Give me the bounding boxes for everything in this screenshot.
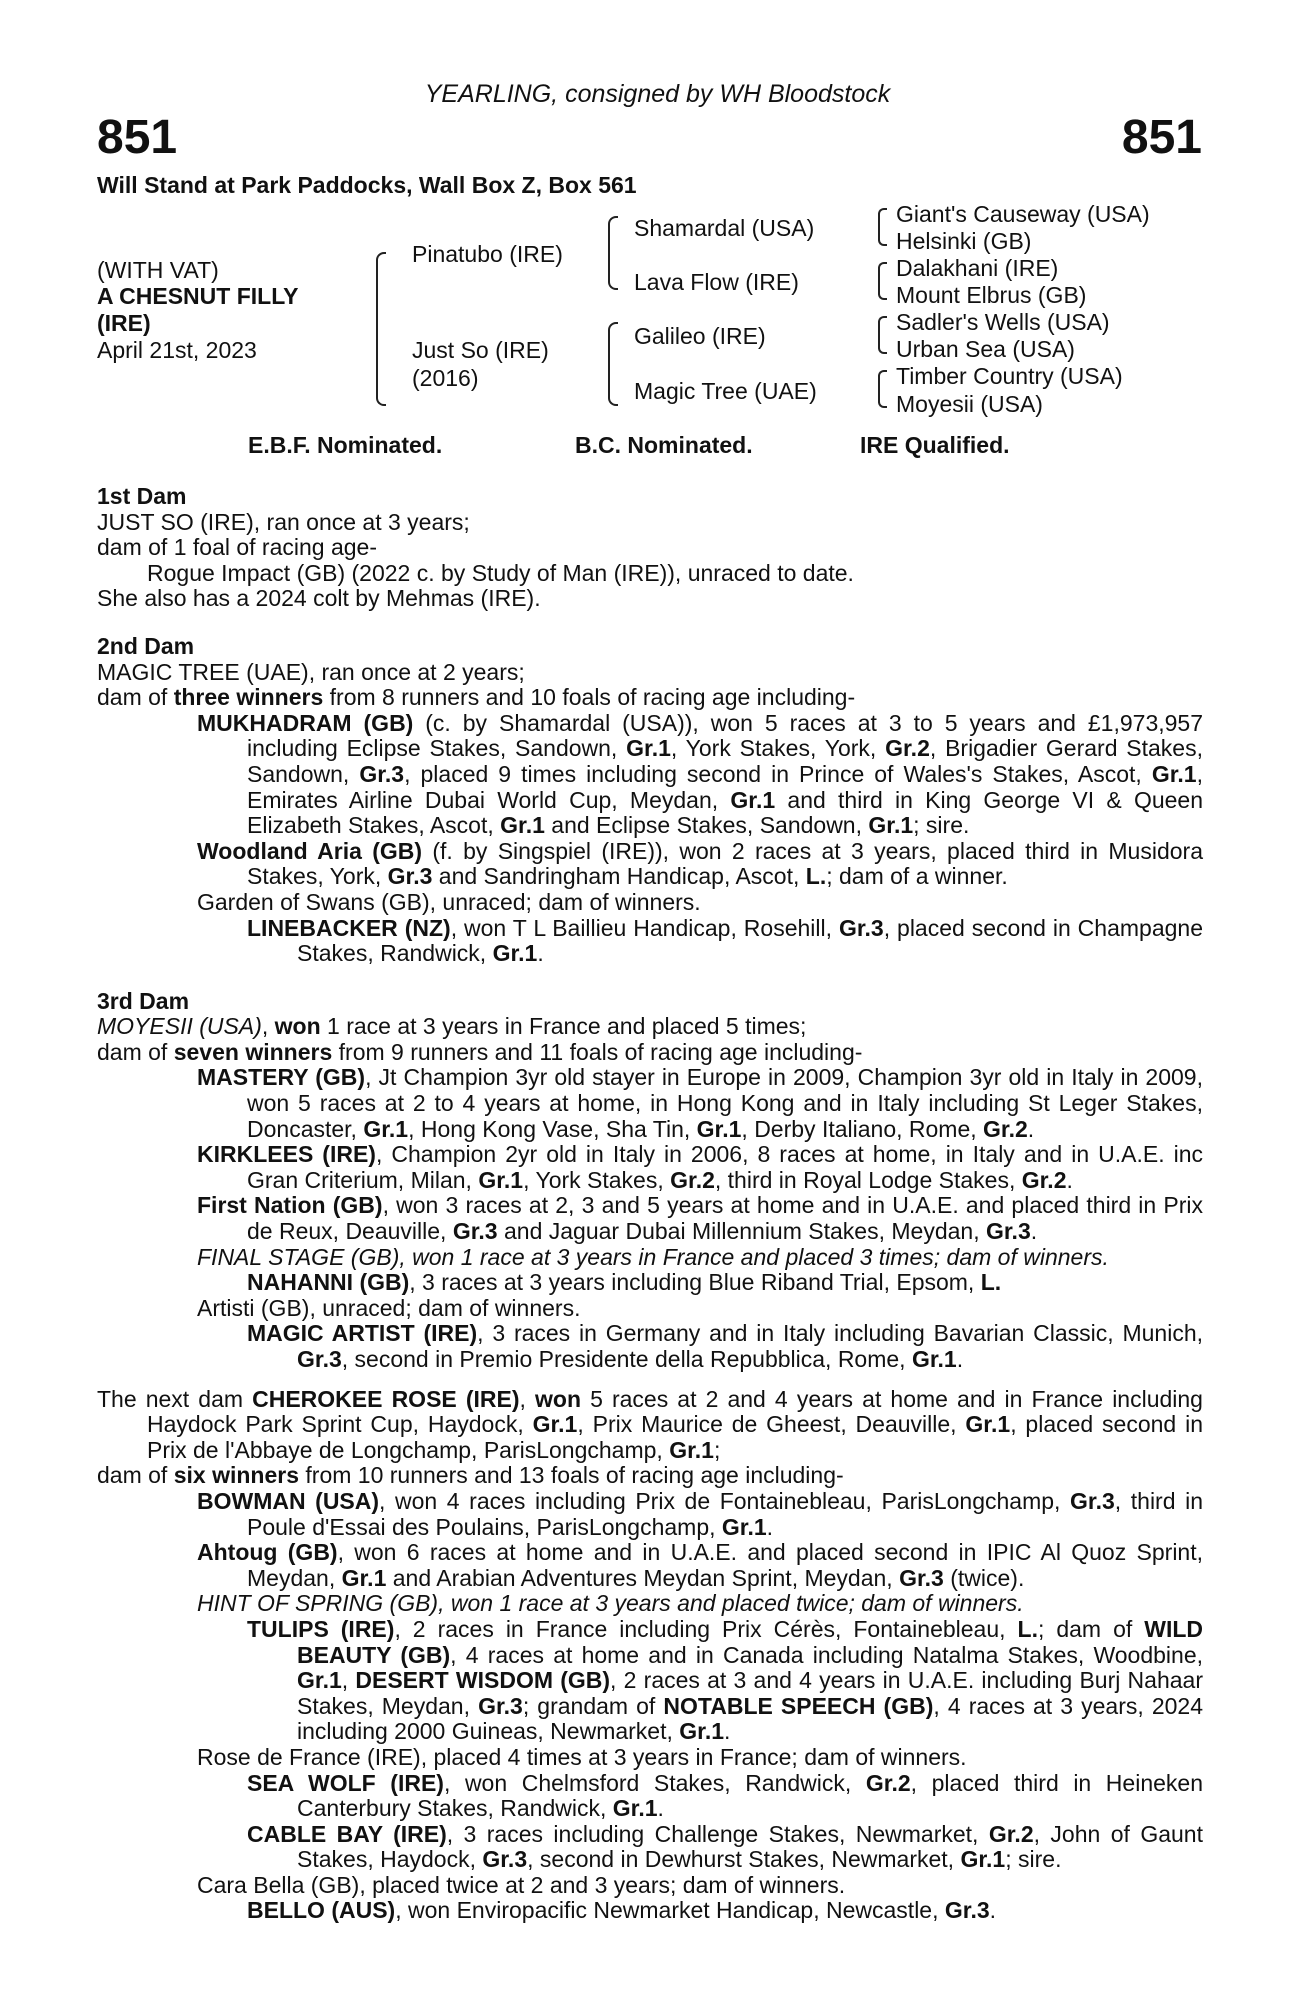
produce-bowman: BOWMAN (USA), won 4 races including Prix de Fontainebleau, ParisLongchamp, Gr.3, third in Poule d'Essai des Poulains, ParisLongchamp, Gr.1. xyxy=(197,1487,1203,1540)
ggd-2: Mount Elbrus (GB) xyxy=(896,282,1087,308)
stand-location: Will Stand at Park Paddocks, Wall Box Z, Box 561 xyxy=(97,172,637,198)
produce-kirklees: KIRKLEES (IRE), Champion 2yr old in Italy in 2006, 8 races at home, in Italy and in U.A.E. inc Gran Criterium, Milan, Gr.1, York Stakes, Gr.2, third in Royal Lodge Stakes, Gr.2. xyxy=(197,1141,1203,1193)
first-dam-heading: 1st Dam xyxy=(97,483,187,509)
ggd-4: Moyesii (USA) xyxy=(896,391,1043,417)
ggd-3: Urban Sea (USA) xyxy=(896,336,1075,362)
produce-final-stage: FINAL STAGE (GB), won 1 race at 3 years in France and placed 3 times; dam of winners. xyxy=(197,1243,1109,1270)
dam-sire: Galileo (IRE) xyxy=(634,323,766,349)
second-dam-heading: 2nd Dam xyxy=(97,632,195,659)
second-dam-summary: dam of three winners from 8 runners and 10 foals of racing age including- xyxy=(97,684,856,711)
produce-mukhadram: MUKHADRAM (GB) (c. by Shamardal (USA)), won 5 races at 3 to 5 years and £1,973,957 including Eclipse Stakes, Sandown, Gr.1, York Stakes, York, Gr.2, Brigadier Gerard Stakes, Sandown, Gr.3, placed 9 times including second in Prince of Wales's Stakes, Ascot, Gr.1, Emirates Airline Dubai World Cup, Meydan, Gr.1 and third in King George VI & Queen Elizabeth Stakes, Ascot, Gr.1 and Eclipse Stakes, Sandown, Gr.1; sire. xyxy=(197,709,1204,839)
first-dam-note: She also has a 2024 colt by Mehmas (IRE). xyxy=(97,585,541,612)
pedigree-brace-gen2b xyxy=(608,322,618,406)
vat-label: (WITH VAT) xyxy=(97,257,219,283)
sire-sire: Shamardal (USA) xyxy=(634,215,815,241)
pedigree-brace-gen1 xyxy=(376,252,386,406)
lot-number-left: 851 xyxy=(97,111,178,164)
first-dam-produce: Rogue Impact (GB) (2022 c. by Study of Man (IRE)), unraced to date. xyxy=(147,559,854,586)
lot-number-right: 851 xyxy=(1121,111,1202,164)
pedigree-brace-gen3a xyxy=(878,208,887,246)
third-dam-summary: dam of seven winners from 9 runners and 11 foals of racing age including- xyxy=(97,1038,863,1065)
produce-first-nation: First Nation (GB), won 3 races at 2, 3 and 5 years at home and in U.A.E. and placed third in Prix de Reux, Deauville, Gr.3 and Jaguar Dubai Millennium Stakes, Meydan, Gr.3. xyxy=(197,1192,1203,1245)
second-dam-line: MAGIC TREE (UAE), ran once at 2 years; xyxy=(97,658,525,685)
next-dam-summary: dam of six winners from 10 runners and 13 foals of racing age including- xyxy=(97,1462,844,1489)
produce-nahanni: NAHANNI (GB), 3 races at 3 years including Blue Riband Trial, Epsom, L. xyxy=(247,1269,1002,1296)
produce-tulips: TULIPS (IRE), 2 races in France including Prix Cérès, Fontainebleau, L.; dam of WILD BEAUTY (GB), 4 races at home and in Canada including Natalma Stakes, Woodbine, Gr.1, DESERT WISDOM (GB), 2 races at 3 and 4 years in U.A.E. including Burj Nahaar Stakes, Meydan, Gr.3; grandam of NOTABLE SPEECH (GB), 4 races at 3 years, 2024 including 2000 Guineas, Newmarket, Gr.1. xyxy=(247,1615,1204,1745)
ggs-3: Sadler's Wells (USA) xyxy=(896,309,1110,335)
pedigree-brace-gen3d xyxy=(878,370,887,408)
produce-cable-bay: CABLE BAY (IRE), 3 races including Challenge Stakes, Newmarket, Gr.2, John of Gaunt Stakes, Haydock, Gr.3, second in Dewhurst Stakes, Newmarket, Gr.1; sire. xyxy=(247,1820,1203,1873)
ire-qualified: IRE Qualified. xyxy=(860,432,1010,458)
produce-garden-of-swans: Garden of Swans (GB), unraced; dam of winners. xyxy=(197,888,701,915)
first-dam-foals: dam of 1 foal of racing age- xyxy=(97,534,377,561)
produce-linebacker: LINEBACKER (NZ), won T L Baillieu Handicap, Rosehill, Gr.3, placed second in Champagne Stakes, Randwick, Gr.1. xyxy=(247,914,1203,967)
third-dam-line: MOYESII (USA), won 1 race at 3 years in France and placed 5 times; xyxy=(97,1013,807,1040)
produce-woodland-aria: Woodland Aria (GB) (f. by Singspiel (IRE)), won 2 races at 3 years, placed third in Musidora Stakes, York, Gr.3 and Sandringham Handicap, Ascot, L.; dam of a winner. xyxy=(197,837,1203,890)
ebf-nominated: E.B.F. Nominated. xyxy=(248,432,443,458)
produce-artisti: Artisti (GB), unraced; dam of winners. xyxy=(197,1294,581,1321)
foaling-date: April 21st, 2023 xyxy=(97,337,257,363)
produce-hint-of-spring: HINT OF SPRING (GB), won 1 race at 3 years and placed twice; dam of winners. xyxy=(197,1590,1024,1617)
bc-nominated: B.C. Nominated. xyxy=(575,432,753,458)
ggs-4: Timber Country (USA) xyxy=(896,363,1123,389)
produce-rose-de-france: Rose de France (IRE), placed 4 times at 3 years in France; dam of winners. xyxy=(197,1743,967,1770)
catalogue-body xyxy=(97,484,1203,1924)
produce-mastery: MASTERY (GB), Jt Champion 3yr old stayer in Europe in 2009, Champion 3yr old in Italy in 2009, won 5 races at 2 to 4 years at home, in Hong Kong and in Italy including St Leger Stakes, Doncaster, Gr.1, Hong Kong Vase, Sha Tin, Gr.1, Derby Italiano, Rome, Gr.2. xyxy=(197,1064,1203,1142)
ggs-2: Dalakhani (IRE) xyxy=(896,255,1059,281)
ggs-1: Giant's Causeway (USA) xyxy=(896,201,1150,227)
pedigree-brace-gen3c xyxy=(878,316,887,354)
produce-ahtoug: Ahtoug (GB), won 6 races at home and in U.A.E. and placed second in IPIC Al Quoz Sprint, Meydan, Gr.1 and Arabian Adventures Meydan Sprint, Meydan, Gr.3 (twice). xyxy=(197,1539,1203,1591)
produce-cara-bella: Cara Bella (GB), placed twice at 2 and 3 years; dam of winners. xyxy=(197,1871,846,1898)
produce-sea-wolf: SEA WOLF (IRE), won Chelmsford Stakes, Randwick, Gr.2, placed third in Heineken Canterbury Stakes, Randwick, Gr.1. xyxy=(247,1769,1203,1822)
pedigree-brace-gen2a xyxy=(608,216,618,290)
horse-origin: (IRE) xyxy=(97,310,151,336)
third-dam-heading: 3rd Dam xyxy=(97,987,190,1014)
dam-name: Just So (IRE) xyxy=(412,337,549,363)
pedigree-brace-gen3b xyxy=(878,262,887,300)
produce-magic-artist: MAGIC ARTIST (IRE), 3 races in Germany and in Italy including Bavarian Classic, Munich, Gr.3, second in Premio Presidente della Repubblica, Rome, Gr.1. xyxy=(247,1320,1204,1372)
dam-year: (2016) xyxy=(412,365,479,391)
produce-bello: BELLO (AUS), won Enviropacific Newmarket Handicap, Newcastle, Gr.3. xyxy=(247,1897,997,1924)
consignor-subtitle: YEARLING, consigned by WH Bloodstock xyxy=(424,80,891,108)
first-dam-line: JUST SO (IRE), ran once at 3 years; xyxy=(97,508,470,535)
sire-name: Pinatubo (IRE) xyxy=(412,241,563,267)
horse-description: A CHESNUT FILLY xyxy=(97,283,299,309)
sire-dam: Lava Flow (IRE) xyxy=(634,269,799,295)
dam-dam: Magic Tree (UAE) xyxy=(634,378,817,404)
ggd-1: Helsinki (GB) xyxy=(896,228,1032,254)
next-dam-line: The next dam CHEROKEE ROSE (IRE), won 5 races at 2 and 4 years at home and in France including Haydock Park Sprint Cup, Haydock, Gr.1, Prix Maurice de Gheest, Deauville, Gr.1, placed second in Prix de l'Abbaye de Longchamp, ParisLongchamp, Gr.1; xyxy=(97,1385,1203,1463)
